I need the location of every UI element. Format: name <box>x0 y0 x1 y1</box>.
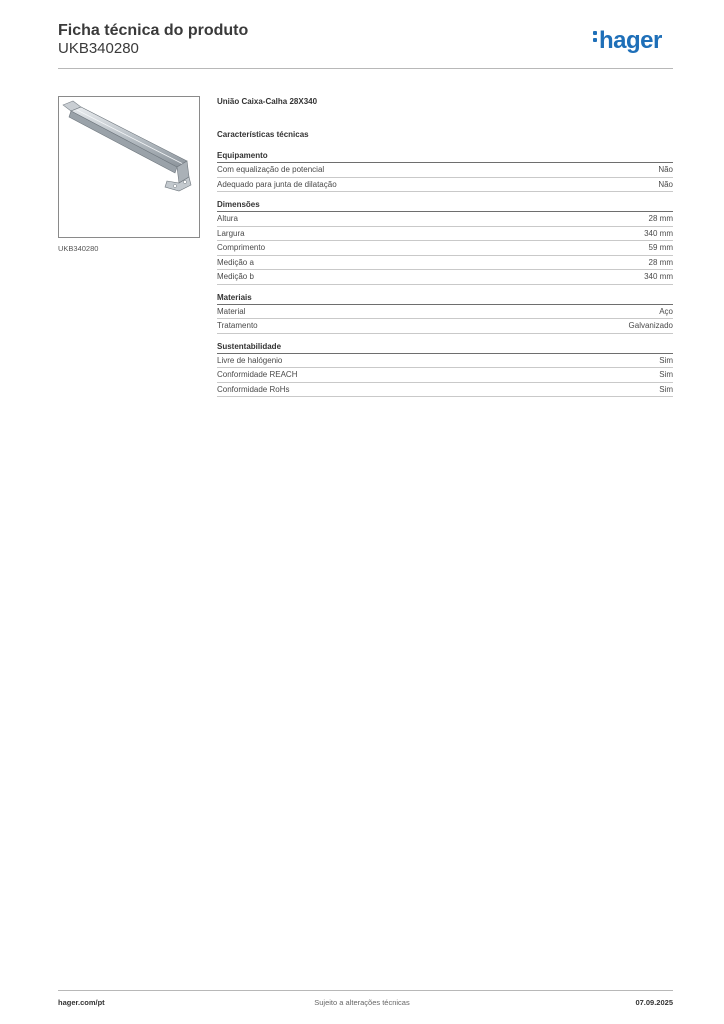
spec-value: Sim <box>659 355 673 365</box>
product-name: União Caixa-Calha 28X340 <box>217 97 318 106</box>
spec-label: Conformidade REACH <box>217 370 298 379</box>
spec-groups <box>217 151 673 397</box>
product-code: UKB340280 <box>58 40 139 57</box>
spec-row <box>217 178 673 193</box>
spec-group-title: Sustentabilidade <box>217 342 673 354</box>
bracket-illustration-icon <box>59 97 199 237</box>
spec-row <box>217 305 673 320</box>
spec-row <box>217 319 673 334</box>
spec-row <box>217 354 673 369</box>
spec-label: Conformidade RoHs <box>217 384 290 394</box>
product-image <box>58 96 200 238</box>
spec-label: Livre de halógenio <box>217 355 283 365</box>
hager-logo <box>593 27 662 55</box>
spec-group-title: Materiais <box>217 293 673 305</box>
section-heading: Características técnicas <box>217 130 309 139</box>
spec-row <box>217 241 673 256</box>
spec-row <box>217 212 673 227</box>
spec-value: 28 mm <box>648 257 673 267</box>
page-title: Ficha técnica do produto <box>58 22 249 39</box>
spec-value: 59 mm <box>648 243 673 252</box>
spec-label: Comprimento <box>217 243 266 252</box>
spec-row <box>217 383 673 398</box>
spec-label: Altura <box>217 214 238 223</box>
footer-date: 07.09.2025 <box>635 998 673 1007</box>
image-caption: UKB340280 <box>58 244 99 253</box>
spec-value: Não <box>658 165 673 174</box>
spec-value: Sim <box>659 370 673 379</box>
spec-group <box>217 293 673 334</box>
spec-value: Não <box>658 179 673 189</box>
spec-row <box>217 256 673 271</box>
spec-value: 340 mm <box>644 272 673 281</box>
logo-dots-icon <box>593 28 597 45</box>
spec-value: 28 mm <box>648 214 673 223</box>
spec-row <box>217 163 673 178</box>
spec-value: 340 mm <box>644 228 673 238</box>
spec-value: Aço <box>659 306 673 316</box>
spec-label: Medição a <box>217 257 254 267</box>
footer-notice: Sujeito a alterações técnicas <box>314 998 410 1007</box>
spec-group <box>217 151 673 192</box>
footer-website-link[interactable]: hager.com/pt <box>58 998 105 1007</box>
spec-content <box>217 97 673 405</box>
spec-label: Tratamento <box>217 321 258 330</box>
spec-row <box>217 227 673 242</box>
spec-label: Medição b <box>217 272 254 281</box>
spec-label: Material <box>217 306 246 316</box>
spec-label: Adequado para junta de dilatação <box>217 179 337 189</box>
header-divider <box>58 68 673 69</box>
spec-value: Sim <box>659 384 673 394</box>
spec-group-title: Dimensões <box>217 200 673 212</box>
spec-group-title: Equipamento <box>217 151 673 163</box>
spec-group <box>217 342 673 398</box>
spec-value: Galvanizado <box>628 321 673 330</box>
spec-label: Largura <box>217 228 245 238</box>
spec-row <box>217 270 673 285</box>
spec-row <box>217 368 673 383</box>
spec-label: Com equalização de potencial <box>217 165 325 174</box>
footer-divider <box>58 990 673 991</box>
spec-group <box>217 200 673 285</box>
logo-text: hager <box>599 27 662 54</box>
